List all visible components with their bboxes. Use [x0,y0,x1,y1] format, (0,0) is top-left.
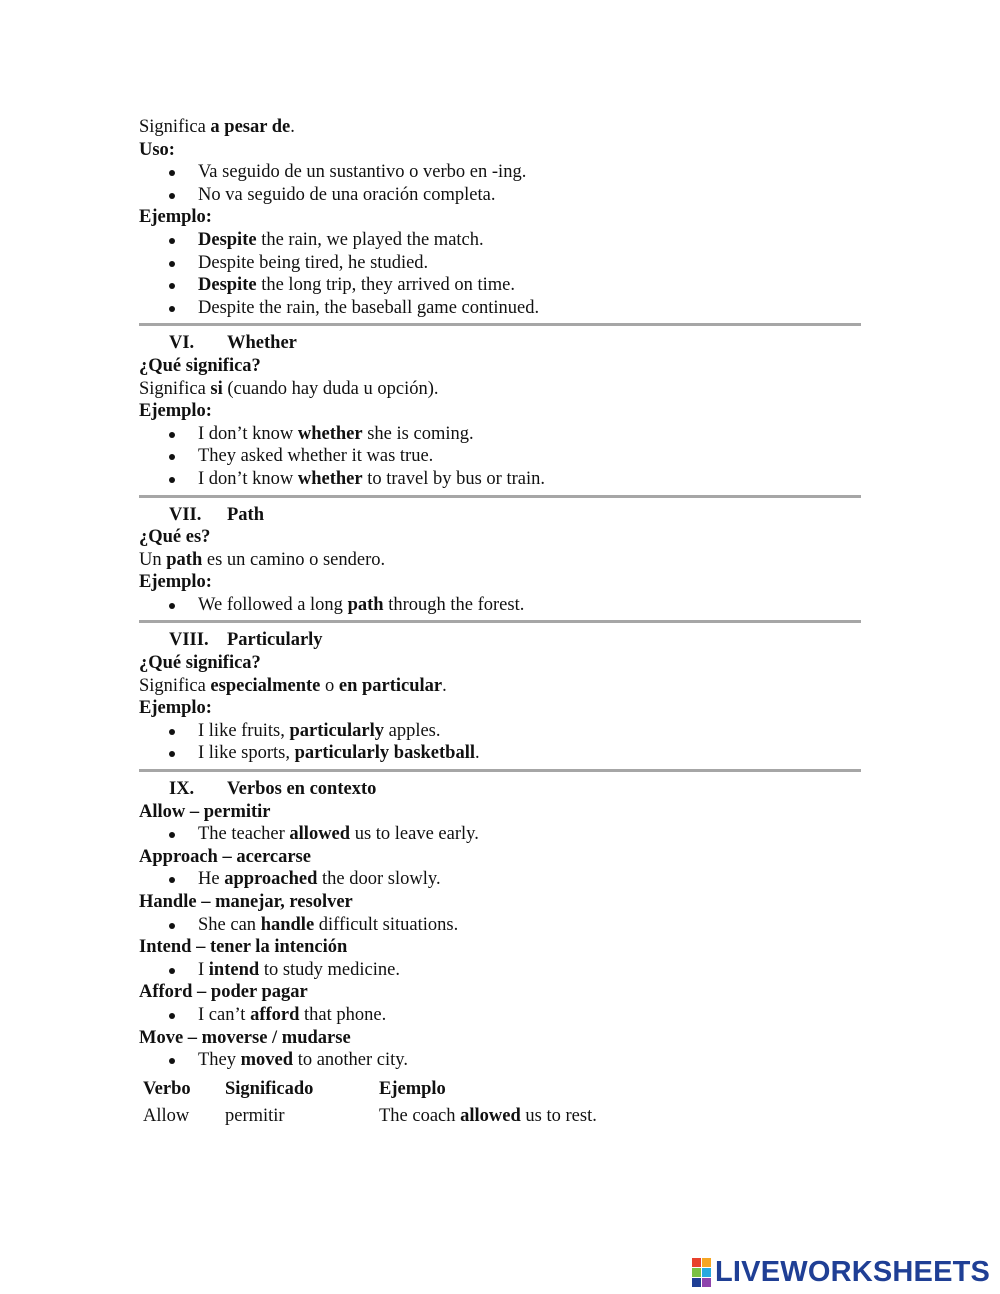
section-number: IX. [169,779,195,800]
divider [139,319,861,332]
list-item [139,423,861,446]
section-title: Whether [227,333,297,354]
divider [139,491,861,504]
question-label: ¿Qué significa? [139,653,261,674]
question-label: ¿Qué significa? [139,355,261,376]
section-title: Particularly [227,630,323,651]
item-text: Va seguido de un sustantivo o verbo en -ing. [198,162,527,183]
item-text: I like sports, [198,743,295,764]
bullet-icon [169,283,175,289]
bullet-icon [169,729,175,735]
table-cell: Allow [143,1105,190,1126]
section-number: VIII. [169,630,209,651]
item-text: us to leave early. [350,824,479,845]
item-text: They [198,1050,241,1071]
logo-block [692,1258,701,1267]
question-label: ¿Qué es? [139,527,211,548]
bullet-icon [169,261,175,267]
bold-text: Despite [198,229,257,250]
verb-heading: Allow – permitir [139,801,271,822]
section-heading [139,332,861,355]
section-number: VI. [169,333,195,354]
item-text: she is coming. [362,423,474,444]
column-header: Ejemplo [379,1078,446,1099]
text: o [320,675,339,696]
bold-text: path [166,549,203,570]
text: (cuando hay duda u opción). [222,378,439,399]
item-text: He [198,869,225,890]
bold-text: path [347,594,384,615]
list-item [139,823,861,846]
section-heading [139,504,861,527]
bullet-icon [169,751,175,757]
bullet-icon [169,603,175,609]
item-text: difficult situations. [314,914,459,935]
item-text: The teacher [198,824,290,845]
bold-text: a pesar de [210,117,291,137]
bullet-icon [169,193,175,199]
list-item [139,720,861,743]
bullet-icon [169,170,175,176]
bold-text: moved [240,1050,294,1071]
bold-text: Despite [198,275,257,296]
column-header: Verbo [143,1078,191,1099]
list-item [139,274,861,297]
ejemplo-label: Ejemplo: [139,401,212,422]
bold-text: si [210,378,223,399]
list-item [139,594,861,617]
section-number: VII. [169,504,202,525]
item-text: I don’t know [198,423,298,444]
table-cell: permitir [225,1105,285,1126]
list-item [139,742,861,765]
list-item [139,297,861,320]
item-text: Despite being tired, he studied. [198,252,429,273]
item-text: . [475,743,480,764]
verb-heading: Move – moverse / mudarse [139,1027,351,1048]
item-text: apples. [384,720,441,741]
list-item [139,229,861,252]
list-item [139,161,861,184]
section-title: Path [227,504,264,525]
logo-block [702,1268,711,1277]
meaning-line [139,116,861,139]
verb-heading: Approach – acercarse [139,846,311,867]
bold-text: particularly basketball [294,743,475,764]
bullet-icon [169,968,175,974]
bold-text: particularly [289,720,384,741]
column-header: Significado [225,1078,314,1099]
bold-text: handle [260,914,315,935]
verb-heading: Handle – manejar, resolver [139,892,353,912]
bullet-icon [169,454,175,460]
list-item [139,914,861,937]
bullet-icon [169,432,175,438]
logo-blocks-icon [692,1258,711,1287]
text: . [442,675,447,696]
bold-text: whether [297,468,363,489]
item-text: I like fruits, [198,720,290,741]
meaning-line [139,378,861,401]
item-text: through the forest. [383,594,525,615]
bullet-icon [169,877,175,883]
bold-text: en particular [338,675,443,696]
bullet-icon [169,477,175,483]
worksheet-content [139,116,861,1130]
bold-text: especialmente [210,675,321,696]
text: Significa [139,675,211,696]
logo-block [692,1278,701,1287]
list-item [139,1004,861,1027]
verb-heading: Intend – tener la intención [139,937,348,958]
logo-block [692,1268,701,1277]
list-item [139,868,861,891]
bold-text: approached [224,869,318,890]
item-text: to another city. [293,1050,408,1071]
list-item [139,959,861,982]
section-title: Verbos en contexto [227,779,377,800]
text: Un [139,549,167,570]
item-text: the door slowly. [317,869,441,890]
item-text: No va seguido de una oración completa. [198,184,496,205]
list-item [139,252,861,275]
uso-label: Uso: [139,139,175,160]
divider [139,765,861,778]
section-heading [139,778,861,801]
text: . [290,117,295,137]
list-item [139,445,861,468]
bullet-icon [169,1058,175,1064]
ejemplo-label: Ejemplo: [139,572,212,593]
item-text: to travel by bus or train. [362,468,545,489]
verbs-table [139,1076,601,1130]
ejemplo-label: Ejemplo: [139,207,212,228]
bold-text: intend [208,959,260,980]
item-text: I don’t know [198,468,298,489]
bold-text: allowed [460,1105,521,1126]
logo-block [702,1258,711,1267]
list-item [139,1049,861,1072]
meaning-line [139,549,861,572]
table-row [139,1103,601,1130]
item-text: Despite the rain, the baseball game continued. [198,297,540,318]
item-text: She can [198,914,261,935]
liveworksheets-logo [692,1257,990,1287]
bold-text: afford [250,1004,300,1025]
bullet-icon [169,923,175,929]
section-heading [139,629,861,652]
item-text: I [198,959,209,980]
item-text: that phone. [299,1004,387,1025]
text: Significa [139,117,211,137]
bullet-icon [169,1013,175,1019]
ejemplo-label: Ejemplo: [139,698,212,719]
bold-text: whether [297,423,363,444]
item-text: the rain, we played the match. [256,229,484,250]
bullet-icon [169,238,175,244]
text: es un camino o sendero. [202,549,386,570]
item-text: They asked whether it was true. [198,446,434,467]
meaning-line [139,675,861,698]
bullet-icon [169,306,175,312]
table-cell [375,1103,601,1130]
item-text: I can’t [198,1004,251,1025]
item-text: us to rest. [520,1105,597,1126]
text: Significa [139,378,211,399]
verb-heading: Afford – poder pagar [139,982,308,1003]
item-text: to study medicine. [259,959,400,980]
bullet-icon [169,832,175,838]
logo-block [702,1278,711,1287]
logo-text: LIVEWORKSHEETS [715,1255,991,1288]
list-item [139,184,861,207]
divider [139,616,861,629]
item-text: the long trip, they arrived on time. [256,275,515,296]
item-text: We followed a long [198,594,348,615]
list-item [139,468,861,491]
table-header-row [139,1076,601,1103]
bold-text: allowed [289,824,351,845]
item-text: The coach [379,1105,461,1126]
